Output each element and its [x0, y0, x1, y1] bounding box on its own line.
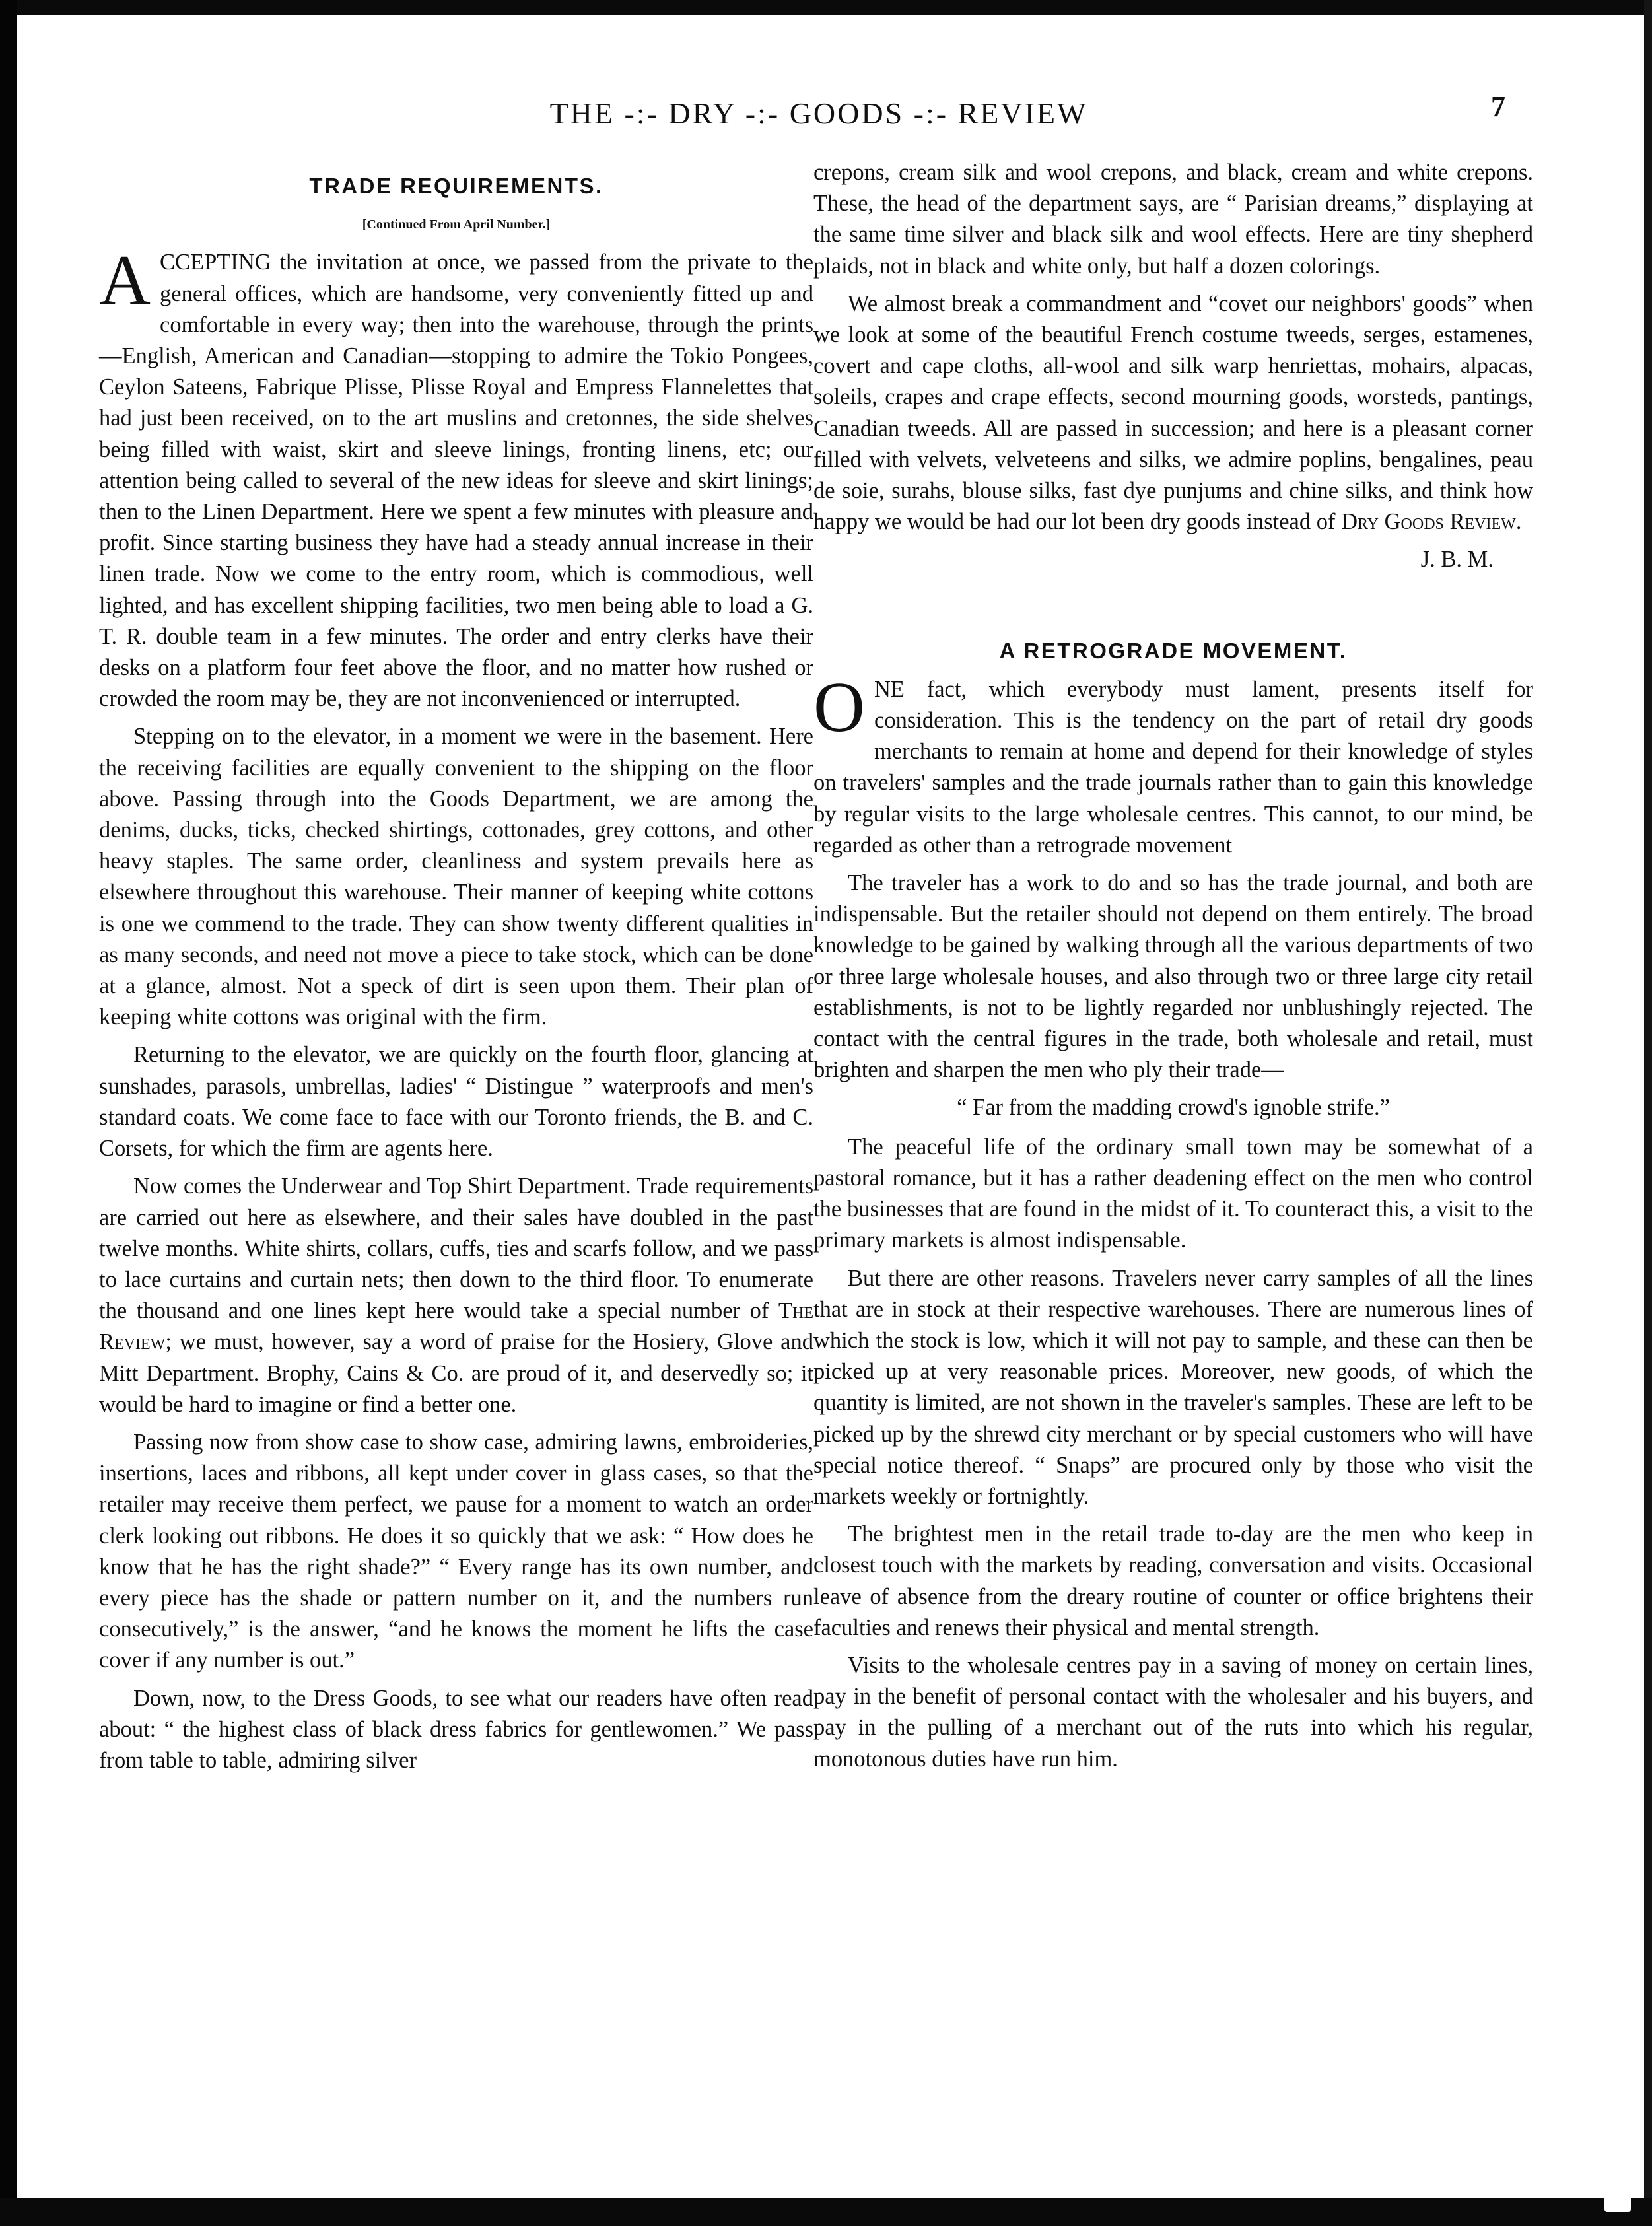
article-title-retrograde-movement: A RETROGRADE MOVEMENT.	[999, 638, 1348, 663]
paragraph: But there are other reasons. Travelers never carry samples of all the lines that are in stock at their respective warehouses. There are numerous lines of which the stock is low, which it will not pay to sample, and these can then be picked up at very reasonable prices. Moreover, new goods, of which the quantity is limited, are not shown in the traveler's samples. These are left to be picked up by the shrewd city merchant or by special customers who will have special notice thereof. “ Snaps” are procured only by those who visit the markets weekly or fortnightly.	[813, 1265, 1533, 1509]
scan-border-bottom	[0, 2198, 1652, 2226]
signature-row	[813, 544, 1533, 575]
paragraph: The brightest men in the retail trade to-day are the men who keep in closest touch with the markets by reading, conversation and visits. Occasional leave of absence from the dreary routine of counter or office brightens their faculties and renews their physical and mental strength.	[813, 1521, 1533, 1640]
paragraph: The traveler has a work to do and so has the trade journal, and both are indispensable. But the retailer should not depend on them entirely. The broad knowledge to be gained by walking through all the various departments of two or three large wholesale houses, and also through two or three large city retail establishments, is not to be lightly regarded nor unblushingly rejected. The contact with the central figures in the trade, both wholesale and retail, must brighten and sharpen the men who ply their trade—	[813, 870, 1533, 1083]
drop-cap: A	[99, 241, 151, 320]
running-header: THE -:- DRY -:- GOODS -:- REVIEW	[549, 96, 1088, 130]
paragraph: The peaceful life of the ordinary small town may be somewhat of a pastoral romance, but it has a rather deadening effect on the men who control the businesses that are found in the midst of it. To counteract this, a visit to the primary markets is almost indispensable.	[813, 1134, 1533, 1253]
paragraph: crepons, cream silk and wool crepons, and black, cream and white crepons. These, the head of the department says, are “ Parisian dreams,” displaying at the same time silver and black silk and wool effects. Here are tiny shepherd plaids, not in black and white only, but half a dozen colorings.	[813, 160, 1533, 279]
page-corner-mark	[1604, 2179, 1631, 2212]
quotation: “ Far from the madding crowd's ignoble strife.”	[957, 1095, 1390, 1121]
scan-border-top	[0, 0, 1652, 15]
article-title-trade-requirements: TRADE REQUIREMENTS.	[309, 174, 603, 198]
paragraph: Now comes the Underwear and Top Shirt Department. Trade requirements are carried out here as elsewhere, and their sales have doubled in the past twelve months. White shirts, collars, cuffs, ties and scarfs follow, and we pass to lace curtains and curtain nets; then down to the third floor. To enumerate the thousand and one lines kept here would take a special number of The Review; we must, however, say a word of praise for the Hosiery, Glove and Mitt Department. Brophy, Cains & Co. are proud of it, and deservedly so; it would be hard to imagine or find a better one.	[99, 1173, 813, 1417]
paragraph: Stepping on to the elevator, in a moment we were in the basement. Here the receiving facilities are equally convenient to the shipping on the floor above. Passing through into the Goods Department, we are among the denims, ducks, ticks, checked shirtings, cottonades, grey cottons, and other heavy staples. The same order, cleanliness and system prevails here as elsewhere throughout this warehouse. Their manner of keeping white cottons is one we commend to the trade. They can show twenty different qualities in as many seconds, and need not move a piece to take stock, which can be done at a glance, almost. Not a speck of dirt is seen upon them. Their plan of keeping white cottons was original with the firm.	[99, 724, 813, 1030]
scan-border-left	[0, 0, 17, 2226]
signature: J. B. M.	[1420, 547, 1494, 573]
drop-cap: O	[813, 668, 865, 747]
paragraph: We almost break a commandment and “covet our neighbors' goods” when we look at some of the beautiful French costume tweeds, serges, estamenes, covert and cape cloths, all-wool and silk warp henriettas, mohairs, alpacas, soleils, crapes and crape effects, second mourning goods, worsteds, pantings, Canadian tweeds. All are passed in succession; and here is a pleasant corner filled with velvets, velveteens and silks, we admire poplins, bengalines, peau de soie, surahs, blouse silks, fast dye punjums and chine silks, and think how happy we would be had our lot been dry goods instead of Dry Goods Review.	[813, 291, 1533, 535]
article-subtitle: [Continued From April Number.]	[362, 217, 551, 232]
column-left	[99, 157, 813, 1783]
page-number: 7	[1491, 90, 1505, 123]
paragraph: Passing now from show case to show case, admiring lawns, embroideries, insertions, laces and ribbons, all kept under cover in glass cases, so that the retailer may receive them perfect, we pause for a moment to watch an order clerk looking out ribbons. He does it so quickly that we ask: “ How does he know that he has the right shade?” “ Every range has its own number, and every piece has the shade or pattern number on it, and the numbers run consecutively,” is the answer, “and he knows the moment he lifts the case cover if any number is out.”	[99, 1429, 813, 1673]
paragraph: ONE fact, which everybody must lament, presents itself for consideration. This is the tendency on the part of retail dry goods merchants to remain at home and depend for their knowledge of styles on travelers' samples and the trade journals rather than to gain this knowledge by regular visits to the large wholesale centres. This cannot, to our mind, be regarded as other than a retrograde movement	[813, 668, 1533, 858]
paragraph: Returning to the elevator, we are quickly on the fourth floor, glancing at sunshades, parasols, umbrellas, ladies' “ Distingue ” waterproofs and men's standard coats. We come face to face with our Toronto friends, the B. and C. Corsets, for which the firm are agents here.	[99, 1042, 813, 1162]
paragraph: Visits to the wholesale centres pay in a saving of money on certain lines, pay in the benefit of personal contact with the wholesaler and his buyers, and pay in the pulling of a merchant out of the ruts into which his regular, monotonous duties have run him.	[813, 1652, 1533, 1772]
scan-border-right	[1644, 0, 1652, 2226]
paragraph: Down, now, to the Dress Goods, to see what our readers have often read about: “ the highest class of black dress fabrics for gentlewomen.” We pass from table to table, admiring silver	[99, 1685, 813, 1773]
paragraph: ACCEPTING the invitation at once, we passed from the private to the general offices, which are handsome, very conveniently fitted up and comfortable in every way; then into the warehouse, through the prints—English, American and Canadian—stopping to admire the Tokio Pongees, Ceylon Sateens, Fabrique Plisse, Plisse Royal and Empress Flannelettes that had just been received, on to the art muslins and cretonnes, the side shelves being filled with waist, skirt and sleeve linings, fronting linens, etc; our attention being called to several of the new ideas for sleeve and skirt linings; then to the Linen Department. Here we spent a few minutes with pleasure and profit. Since starting business they have had a steady annual increase in their linen trade. Now we come to the entry room, which is commodious, well lighted, and has excellent shipping facilities, two men being able to load a G. T. R. double team in a few minutes. The order and entry clerks have their desks on a platform four feet above the floor, and no matter how rushed or crowded the room may be, they are not inconvenienced or interrupted.	[99, 241, 813, 712]
column-right	[813, 157, 1533, 1782]
